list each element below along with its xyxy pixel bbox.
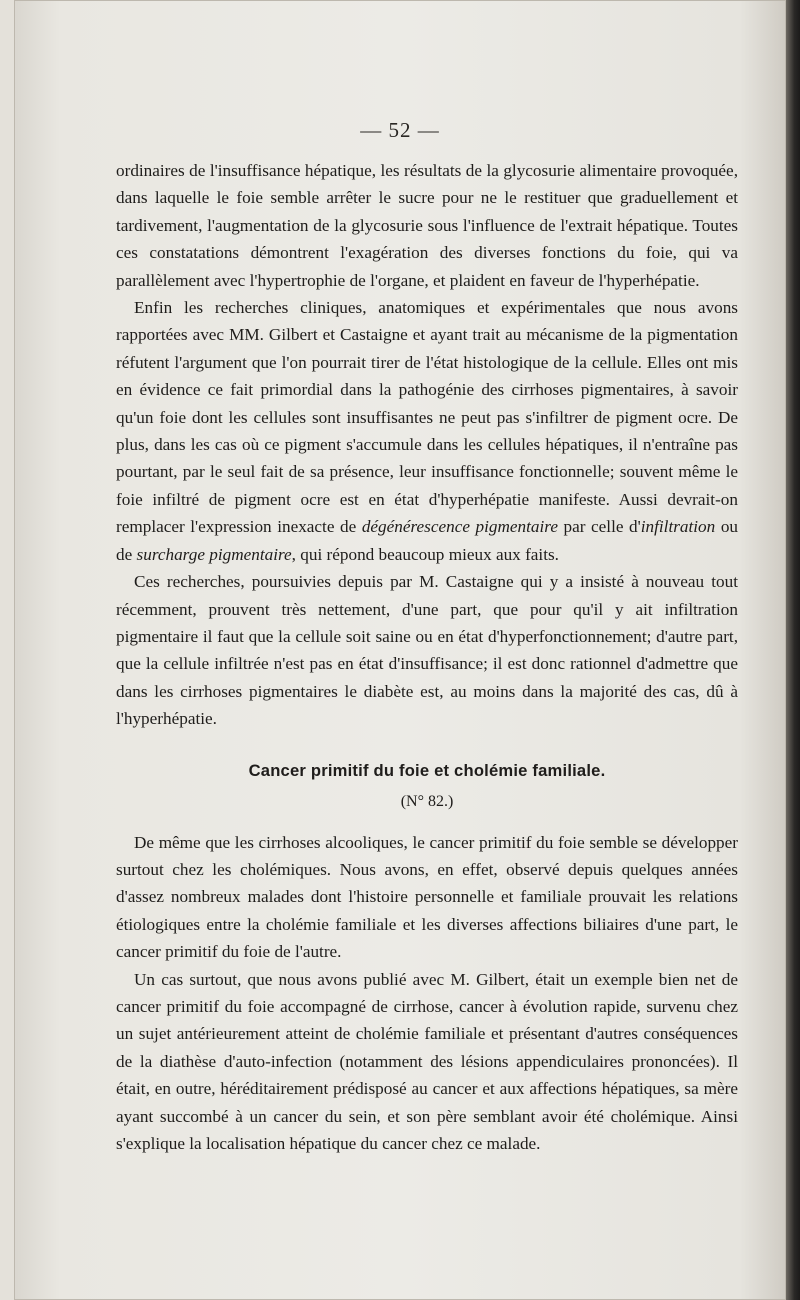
- paragraph-4: De même que les cirrhoses alcooliques, le cancer primitif du foie semble se développer surtout chez les cholémiques. Nous avons, en effet, observé depuis quelques années d'assez nombreux malades dont l'histoire personnelle et familiale prouvait les relations étiologiques entre la cholémie familiale et les diverses affections biliaires d'une part, le cancer primitif du foie de l'autre.: [116, 832, 738, 962]
- paragraph-2-part-c: ou de: [116, 517, 739, 564]
- page-binding-edge: [786, 0, 800, 1300]
- paragraph-1: ordinaires de l'insuffisance hépatique, les résultats de la glycosurie alimentaire provoquée, dans laquelle le foie semble arrêter le sucre pour ne le restituer que graduellement et tardivement, l'augmentation de la glycosurie sous l'influence de l'extrait hépatique. Toutes ces constatations démontrent l'exagération des diverses fonctions du foie, qui va parallèlement avec l'hypertrophie de l'organe, et plaident en faveur de l'hyperhépatie.: [116, 161, 738, 290]
- paragraph-3: Ces recherches, poursuivies depuis par M. Castaigne qui y a insisté à nouveau tout récemment, prouvent très nettement, d'une part, que pour qu'il y ait infiltration pigmentaire il faut que la cellule soit saine ou en état d'hyperfonctionnement; d'autre part, que la cellule infiltrée n'est pas en état d'insuffisance; il est donc rationnel d'admettre que dans les cirrhoses pigmentaires le diabète est, au moins dans la majorité des cas, dû à l'hyperhépatie.: [116, 572, 738, 729]
- italic-term-degenerescence: dégénérescence pigmentaire: [361, 517, 558, 537]
- paragraph-2: [116, 294, 738, 568]
- section-title: Cancer primitif du foie et cholémie familiale.: [248, 760, 606, 780]
- body-text: [116, 157, 738, 1157]
- page-number: — 52 —: [360, 118, 440, 142]
- paragraph-2-part-a: Enfin les recherches cliniques, anatomiques et expérimentales que nous avons rapportées avec MM. Gilbert et Castaigne et ayant trait au mécanisme de la pigmentation réfutent l'argument que l'on pourrait tirer de l'état histologique de la cellule. Elles ont mis en évidence ce fait primordial dans la pathogénie des cirrhoses pigmentaires, à savoir qu'un foie dont les cellules sont insuffisantes ne peut pas s'infiltrer de pigment ocre. De plus, dans les cas où ce pigment s'accumule dans les cellules hépatiques, il n'entraîne pas pourtant, par le seul fait de sa présence, leur insuffisance fonctionnelle; souvent même le foie infiltré de pigment ocre est en état d'hyperhépatie manifeste. Aussi devrait-on remplacer l'expression inexacte de: [116, 298, 738, 537]
- italic-term-infiltration: infiltration: [640, 517, 716, 537]
- section-reference: (N° 82.): [400, 792, 454, 810]
- paragraph-5: Un cas surtout, que nous avons publié avec M. Gilbert, était un exemple bien net de cancer primitif du foie accompagné de cirrhose, cancer à évolution rapide, survenu chez un sujet antérieurement atteint de cholémie familiale et présentant d'autres conséquences de la diathèse d'auto-infection (notamment des lésions appendiculaires prononcées). Il était, en outre, héréditairement prédisposé au cancer et aux affections hépatiques, sa mère ayant succombé à un cancer du sein, et son père semblant avoir été cholémique. Ainsi s'explique la localisation hépatique du cancer chez ce malade.: [116, 969, 738, 1153]
- paragraph-2-part-d: , qui répond beaucoup mieux aux faits.: [291, 544, 559, 564]
- paragraph-2-part-b: par celle d': [557, 517, 641, 537]
- italic-term-surcharge: surcharge pigmentaire: [136, 544, 292, 564]
